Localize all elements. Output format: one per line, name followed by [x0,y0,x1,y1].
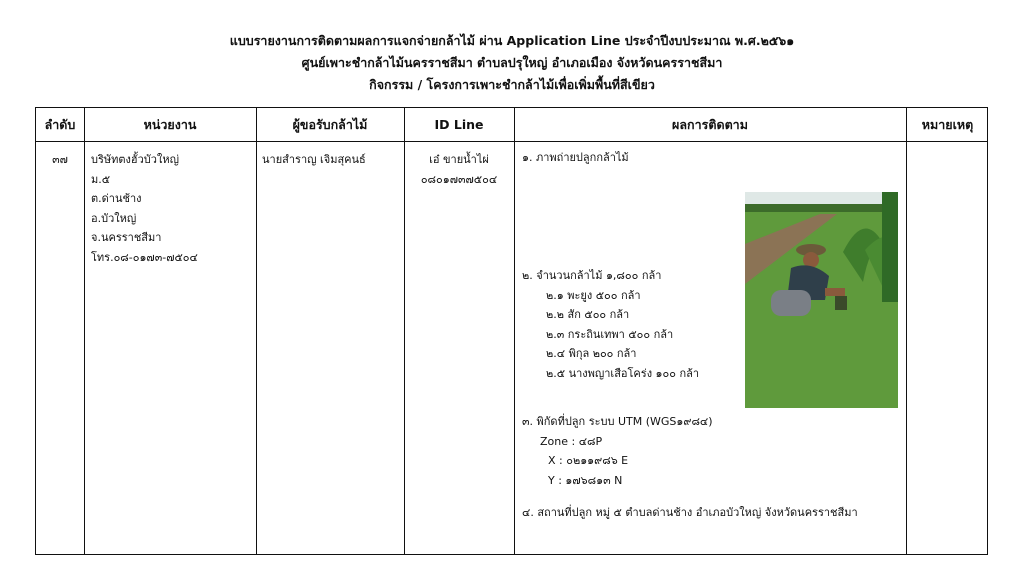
report-header [0,30,1024,96]
column-divider [256,108,257,554]
arm [825,288,845,296]
species-item: ๒.๒ สัก ๕๐๐ กล้า [546,308,630,321]
agency-line: ต.ด่านช้าง [91,192,142,205]
tree-line [745,204,898,212]
seedling-count-heading: ๒. จำนวนกล้าไม้ ๑,๘๐๐ กล้า [522,269,662,282]
row-number: ๓๗ [52,153,68,166]
column-divider [906,108,907,554]
coordinates-heading: ๓. พิกัดที่ปลูก ระบบ UTM (WGS๑๙๘๔) [522,415,713,428]
planting-location: ๔. สถานที่ปลูก หมู่ ๕ ตำบลด่านช้าง อำเภอบัวใหญ่ จังหวัดนครราชสีมา [522,506,858,519]
species-item: ๒.๓ กระถินเทพา ๕๐๐ กล้า [546,327,674,341]
report-table [35,107,988,555]
report-activity: กิจกรรม / โครงการเพาะชำกล้าไม้เพื่อเพิ่มพื้นที่สีเขียว [369,77,655,92]
column-divider [84,108,85,554]
planting-photo-image [745,192,898,408]
banana-plant [882,192,898,302]
header-divider [36,141,987,142]
agency-line: อ.บัวใหญ่ [91,211,137,225]
report-title: แบบรายงานการติดตามผลการแจกจ่ายกล้าไม้ ผ่าน Application Line ประจำปีงบประมาณ พ.ศ.๒๕๖๑ [229,33,795,48]
species-item: ๒.๑ พะยูง ๕๐๐ กล้า [546,288,641,302]
column-divider [514,108,515,554]
seedling-count-block [522,266,699,383]
agency-line: จ.นครราชสีมา [91,231,162,244]
species-item: ๒.๕ นางพญาเสือโคร่ง ๑๐๐ กล้า [546,366,700,380]
agency-phone: โทร.๐๘-๐๑๗๓-๗๕๐๔ [91,250,198,264]
planting-photo [745,192,898,408]
id-line-name: เอ๋ ขายน้ำไผ่ [429,153,489,166]
species-item: ๒.๔ พิกุล ๒๐๐ กล้า [546,347,637,360]
recipient-name: นายสำราญ เจิมสุคนธ์ [262,153,366,166]
col-header-result: ผลการติดตาม [672,117,748,132]
col-header-agency: หน่วยงาน [143,117,197,132]
coordinates-block [522,412,713,490]
agency-cell [91,150,198,267]
id-line-cell [404,150,514,189]
utm-x: X : ๐๒๑๑๙๘๖ E [548,454,629,467]
result-photo-heading: ๑. ภาพถ่ายปลูกกล้าไม้ [522,151,629,164]
col-header-id-line: ID Line [434,117,484,132]
utm-y: Y : ๑๗๖๘๑๓ N [548,473,623,487]
agency-line: ม.๕ [91,172,111,186]
col-header-number: ลำดับ [44,117,76,132]
report-center: ศูนย์เพาะชำกล้าไม้นครราชสีมา ตำบลปรุใหญ่ อำเภอเมือง จังหวัดนครราชสีมา [301,55,723,70]
id-line-phone: ๐๘๐๑๗๓๗๕๐๔ [420,172,498,186]
utm-zone: Zone : ๔๘P [540,434,603,448]
agency-line: บริษัทตงฮั้วบัวใหญ่ [91,153,179,166]
seedling [835,296,847,310]
col-header-recipient: ผู้ขอรับกล้าไม้ [292,117,368,132]
trousers [771,290,811,316]
col-header-remark: หมายเหตุ [921,117,974,132]
